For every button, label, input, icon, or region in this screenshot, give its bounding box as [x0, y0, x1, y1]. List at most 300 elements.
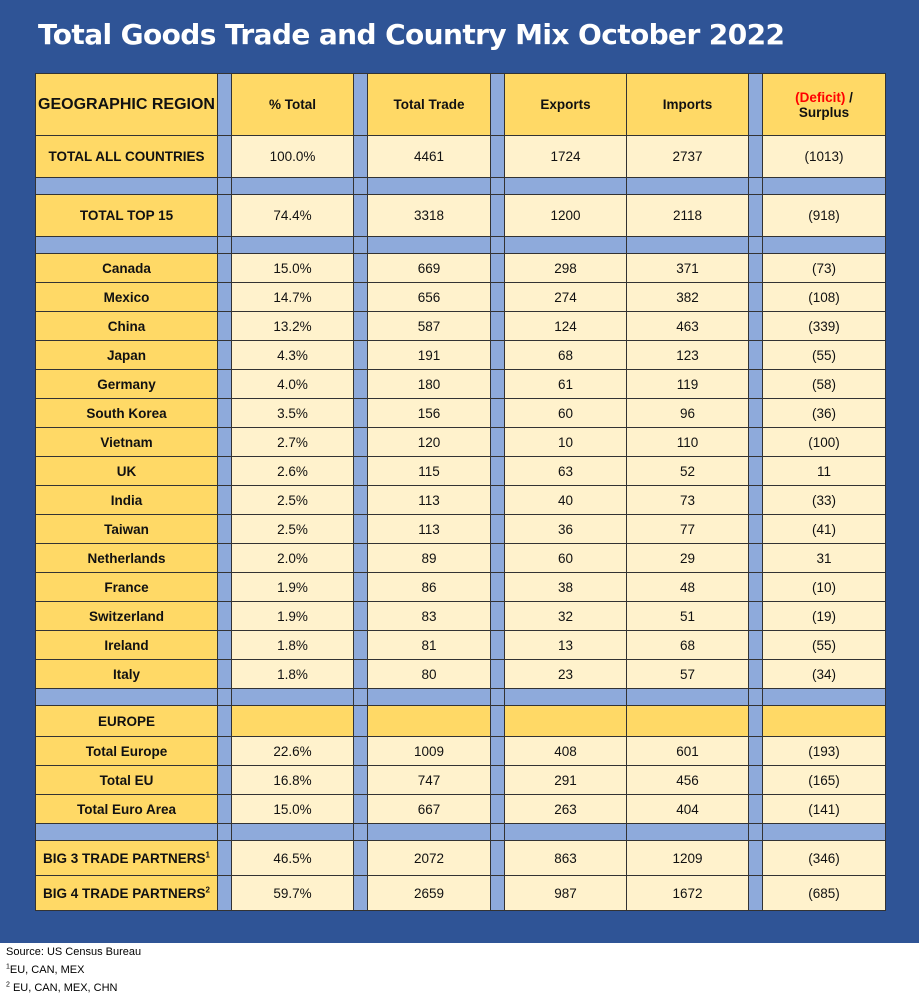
separator	[218, 737, 232, 766]
europe-label: EUROPE	[36, 706, 218, 737]
separator	[491, 370, 505, 399]
separator	[354, 341, 368, 370]
separator	[749, 457, 763, 486]
separator	[354, 876, 368, 911]
separator	[368, 237, 491, 254]
empty-cell	[627, 706, 749, 737]
big3-row	[36, 841, 886, 876]
separator	[491, 544, 505, 573]
separator	[749, 515, 763, 544]
separator	[491, 573, 505, 602]
europe-row	[36, 795, 886, 824]
total-trade-cell: 120	[368, 428, 491, 457]
separator	[218, 515, 232, 544]
separator	[232, 824, 354, 841]
exports-cell: 1200	[505, 195, 627, 237]
country-row	[36, 312, 886, 341]
separator	[491, 341, 505, 370]
pct-cell: 100.0%	[232, 136, 354, 178]
separator	[368, 689, 491, 706]
balance-cell: (918)	[763, 195, 886, 237]
exports-cell: 68	[505, 341, 627, 370]
region-label: Total Euro Area	[36, 795, 218, 824]
separator	[354, 283, 368, 312]
separator	[354, 237, 368, 254]
imports-cell: 119	[627, 370, 749, 399]
total-trade-cell: 113	[368, 515, 491, 544]
separator	[749, 706, 763, 737]
region-label: UK	[36, 457, 218, 486]
country-row	[36, 602, 886, 631]
balance-cell: (41)	[763, 515, 886, 544]
header-total-trade: Total Trade	[368, 74, 491, 136]
pct-cell: 2.0%	[232, 544, 354, 573]
imports-cell: 48	[627, 573, 749, 602]
header-row	[36, 74, 886, 136]
separator	[354, 544, 368, 573]
imports-cell: 123	[627, 341, 749, 370]
footer-source: Source: US Census Bureau	[6, 946, 142, 958]
balance-cell: (141)	[763, 795, 886, 824]
separator	[354, 399, 368, 428]
region-label: TOTAL TOP 15	[36, 195, 218, 237]
separator	[491, 457, 505, 486]
separator	[354, 706, 368, 737]
pct-cell: 15.0%	[232, 795, 354, 824]
europe-header-row	[36, 706, 886, 737]
separator	[749, 660, 763, 689]
imports-cell: 29	[627, 544, 749, 573]
region-label-text: BIG 4 TRADE PARTNERS	[43, 885, 206, 901]
separator-row	[36, 824, 886, 841]
imports-cell: 77	[627, 515, 749, 544]
separator	[218, 486, 232, 515]
separator	[218, 660, 232, 689]
imports-cell: 52	[627, 457, 749, 486]
country-row	[36, 515, 886, 544]
imports-cell: 51	[627, 602, 749, 631]
exports-cell: 291	[505, 766, 627, 795]
separator	[354, 486, 368, 515]
region-label: Total Europe	[36, 737, 218, 766]
separator	[763, 237, 886, 254]
separator	[749, 312, 763, 341]
total-trade-cell: 86	[368, 573, 491, 602]
imports-cell: 57	[627, 660, 749, 689]
region-label-text: BIG 3 TRADE PARTNERS	[43, 850, 206, 866]
total-trade-cell: 669	[368, 254, 491, 283]
region-label	[36, 841, 218, 876]
separator-row	[36, 689, 886, 706]
balance-cell: (685)	[763, 876, 886, 911]
pct-cell: 2.5%	[232, 486, 354, 515]
country-row	[36, 457, 886, 486]
balance-cell: (73)	[763, 254, 886, 283]
region-label: Mexico	[36, 283, 218, 312]
country-row	[36, 370, 886, 399]
region-label: Italy	[36, 660, 218, 689]
separator	[749, 795, 763, 824]
separator	[218, 283, 232, 312]
region-label: Canada	[36, 254, 218, 283]
separator	[354, 428, 368, 457]
balance-cell: (108)	[763, 283, 886, 312]
footer-note-2-text: EU, CAN, MEX, CHN	[9, 982, 118, 994]
separator	[354, 195, 368, 237]
separator	[749, 399, 763, 428]
separator	[368, 824, 491, 841]
exports-cell: 32	[505, 602, 627, 631]
separator	[763, 824, 886, 841]
exports-cell: 263	[505, 795, 627, 824]
footer-note-1	[6, 964, 84, 976]
separator	[505, 689, 627, 706]
separator	[218, 341, 232, 370]
separator	[749, 237, 763, 254]
separator	[218, 136, 232, 178]
total-trade-cell: 83	[368, 602, 491, 631]
header-deficit: (Deficit)	[795, 89, 846, 105]
empty-cell	[232, 706, 354, 737]
separator	[491, 178, 505, 195]
total-trade-cell: 587	[368, 312, 491, 341]
separator	[354, 515, 368, 544]
separator	[354, 602, 368, 631]
exports-cell: 863	[505, 841, 627, 876]
separator	[763, 178, 886, 195]
imports-cell: 2737	[627, 136, 749, 178]
imports-cell: 382	[627, 283, 749, 312]
separator	[218, 254, 232, 283]
region-label: Switzerland	[36, 602, 218, 631]
separator	[491, 660, 505, 689]
big4-row	[36, 876, 886, 911]
separator	[354, 737, 368, 766]
separator	[749, 766, 763, 795]
separator	[491, 283, 505, 312]
separator	[749, 841, 763, 876]
europe-row	[36, 737, 886, 766]
balance-cell: (346)	[763, 841, 886, 876]
pct-cell: 1.9%	[232, 602, 354, 631]
separator	[491, 312, 505, 341]
separator	[218, 74, 232, 136]
separator	[218, 602, 232, 631]
country-row	[36, 341, 886, 370]
pct-cell: 15.0%	[232, 254, 354, 283]
empty-cell	[763, 706, 886, 737]
separator	[763, 689, 886, 706]
separator	[491, 795, 505, 824]
separator	[218, 195, 232, 237]
separator	[232, 178, 354, 195]
imports-cell: 456	[627, 766, 749, 795]
total-trade-cell: 156	[368, 399, 491, 428]
europe-row	[36, 766, 886, 795]
total-trade-cell: 747	[368, 766, 491, 795]
exports-cell: 60	[505, 399, 627, 428]
region-label: Germany	[36, 370, 218, 399]
total-trade-cell: 656	[368, 283, 491, 312]
separator	[749, 824, 763, 841]
region-label	[36, 876, 218, 911]
separator	[354, 841, 368, 876]
footer-note-1-mark: 1	[6, 963, 10, 971]
separator	[749, 195, 763, 237]
total-trade-cell: 89	[368, 544, 491, 573]
exports-cell: 23	[505, 660, 627, 689]
balance-cell: (33)	[763, 486, 886, 515]
region-label: Japan	[36, 341, 218, 370]
country-row	[36, 283, 886, 312]
separator	[354, 689, 368, 706]
region-label: Ireland	[36, 631, 218, 660]
footer-note-2	[6, 982, 117, 994]
exports-cell: 36	[505, 515, 627, 544]
region-label: France	[36, 573, 218, 602]
country-row	[36, 544, 886, 573]
separator	[218, 370, 232, 399]
separator	[491, 631, 505, 660]
separator	[491, 706, 505, 737]
separator	[218, 689, 232, 706]
balance-cell: (55)	[763, 631, 886, 660]
region-label: Taiwan	[36, 515, 218, 544]
footnote-mark: 2	[205, 885, 210, 894]
separator	[36, 689, 218, 706]
pct-cell: 2.7%	[232, 428, 354, 457]
pct-cell: 1.8%	[232, 660, 354, 689]
separator	[218, 399, 232, 428]
separator	[491, 876, 505, 911]
separator	[749, 876, 763, 911]
separator	[749, 573, 763, 602]
separator	[354, 74, 368, 136]
separator	[232, 689, 354, 706]
exports-cell: 60	[505, 544, 627, 573]
separator	[491, 74, 505, 136]
balance-cell: (36)	[763, 399, 886, 428]
separator	[218, 706, 232, 737]
imports-cell: 371	[627, 254, 749, 283]
imports-cell: 1672	[627, 876, 749, 911]
total-trade-cell: 4461	[368, 136, 491, 178]
pct-cell: 22.6%	[232, 737, 354, 766]
exports-cell: 38	[505, 573, 627, 602]
pct-cell: 4.0%	[232, 370, 354, 399]
separator	[491, 824, 505, 841]
separator	[627, 689, 749, 706]
pct-cell: 2.6%	[232, 457, 354, 486]
pct-cell: 74.4%	[232, 195, 354, 237]
separator	[491, 766, 505, 795]
region-label: Vietnam	[36, 428, 218, 457]
separator	[354, 312, 368, 341]
separator	[505, 824, 627, 841]
header-imports: Imports	[627, 74, 749, 136]
separator	[218, 631, 232, 660]
separator	[354, 660, 368, 689]
pct-cell: 1.8%	[232, 631, 354, 660]
separator	[749, 544, 763, 573]
total-trade-cell: 3318	[368, 195, 491, 237]
separator	[36, 178, 218, 195]
separator	[491, 237, 505, 254]
total-trade-cell: 667	[368, 795, 491, 824]
total-trade-cell: 180	[368, 370, 491, 399]
pct-cell: 16.8%	[232, 766, 354, 795]
imports-cell: 96	[627, 399, 749, 428]
separator	[218, 573, 232, 602]
separator	[354, 178, 368, 195]
country-row	[36, 573, 886, 602]
separator	[36, 824, 218, 841]
total-trade-cell: 115	[368, 457, 491, 486]
page-title: Total Goods Trade and Country Mix October 2022	[38, 18, 785, 51]
separator	[627, 178, 749, 195]
country-row	[36, 399, 886, 428]
exports-cell: 13	[505, 631, 627, 660]
separator	[354, 824, 368, 841]
country-row	[36, 631, 886, 660]
header-region: GEOGRAPHIC REGION	[36, 74, 218, 136]
region-label: South Korea	[36, 399, 218, 428]
total-trade-cell: 2659	[368, 876, 491, 911]
imports-cell: 404	[627, 795, 749, 824]
separator	[354, 136, 368, 178]
separator	[749, 602, 763, 631]
separator	[218, 766, 232, 795]
exports-cell: 1724	[505, 136, 627, 178]
pct-cell: 13.2%	[232, 312, 354, 341]
separator	[218, 237, 232, 254]
footer-note-1-text: EU, CAN, MEX	[9, 964, 85, 976]
balance-cell: (10)	[763, 573, 886, 602]
separator	[218, 178, 232, 195]
header-pct: % Total	[232, 74, 354, 136]
balance-cell: (55)	[763, 341, 886, 370]
header-exports: Exports	[505, 74, 627, 136]
separator	[491, 689, 505, 706]
region-label: TOTAL ALL COUNTRIES	[36, 136, 218, 178]
imports-cell: 601	[627, 737, 749, 766]
separator	[354, 631, 368, 660]
imports-cell: 2118	[627, 195, 749, 237]
separator	[218, 795, 232, 824]
separator	[749, 737, 763, 766]
separator	[491, 136, 505, 178]
region-label: China	[36, 312, 218, 341]
exports-cell: 298	[505, 254, 627, 283]
separator	[491, 195, 505, 237]
separator	[505, 178, 627, 195]
separator	[491, 428, 505, 457]
separator	[749, 283, 763, 312]
separator	[749, 74, 763, 136]
separator-row	[36, 237, 886, 254]
empty-cell	[368, 706, 491, 737]
pct-cell: 1.9%	[232, 573, 354, 602]
exports-cell: 10	[505, 428, 627, 457]
total-top-row	[36, 195, 886, 237]
region-label: Netherlands	[36, 544, 218, 573]
country-row	[36, 428, 886, 457]
separator	[218, 876, 232, 911]
imports-cell: 73	[627, 486, 749, 515]
balance-cell: (165)	[763, 766, 886, 795]
exports-cell: 408	[505, 737, 627, 766]
separator	[491, 515, 505, 544]
separator	[218, 457, 232, 486]
balance-cell: 11	[763, 457, 886, 486]
exports-cell: 63	[505, 457, 627, 486]
footnote-mark: 1	[205, 850, 210, 859]
country-row	[36, 254, 886, 283]
separator	[627, 824, 749, 841]
balance-cell: (193)	[763, 737, 886, 766]
balance-cell: (34)	[763, 660, 886, 689]
separator	[354, 370, 368, 399]
separator	[218, 841, 232, 876]
exports-cell: 274	[505, 283, 627, 312]
separator	[368, 178, 491, 195]
empty-cell	[505, 706, 627, 737]
total-trade-cell: 1009	[368, 737, 491, 766]
total-trade-cell: 2072	[368, 841, 491, 876]
imports-cell: 463	[627, 312, 749, 341]
separator	[749, 370, 763, 399]
separator	[218, 824, 232, 841]
separator	[749, 428, 763, 457]
separator	[749, 136, 763, 178]
trade-table	[35, 73, 886, 911]
exports-cell: 40	[505, 486, 627, 515]
footer-note-2-mark: 2	[6, 981, 10, 989]
balance-cell: (339)	[763, 312, 886, 341]
region-label: Total EU	[36, 766, 218, 795]
separator	[627, 237, 749, 254]
total-trade-cell: 113	[368, 486, 491, 515]
separator	[232, 237, 354, 254]
separator	[491, 737, 505, 766]
balance-cell: (19)	[763, 602, 886, 631]
separator	[749, 341, 763, 370]
pct-cell: 4.3%	[232, 341, 354, 370]
imports-cell: 110	[627, 428, 749, 457]
separator	[491, 399, 505, 428]
separator	[491, 841, 505, 876]
balance-cell: (58)	[763, 370, 886, 399]
total-trade-cell: 80	[368, 660, 491, 689]
separator	[354, 457, 368, 486]
separator	[218, 428, 232, 457]
separator	[491, 486, 505, 515]
separator	[354, 254, 368, 283]
separator	[749, 486, 763, 515]
total-all-row	[36, 136, 886, 178]
balance-cell: (1013)	[763, 136, 886, 178]
header-slash: /	[845, 89, 853, 105]
imports-cell: 68	[627, 631, 749, 660]
balance-cell: (100)	[763, 428, 886, 457]
separator	[749, 689, 763, 706]
pct-cell: 46.5%	[232, 841, 354, 876]
separator-row	[36, 178, 886, 195]
balance-cell: 31	[763, 544, 886, 573]
separator	[505, 237, 627, 254]
exports-cell: 61	[505, 370, 627, 399]
separator	[354, 766, 368, 795]
